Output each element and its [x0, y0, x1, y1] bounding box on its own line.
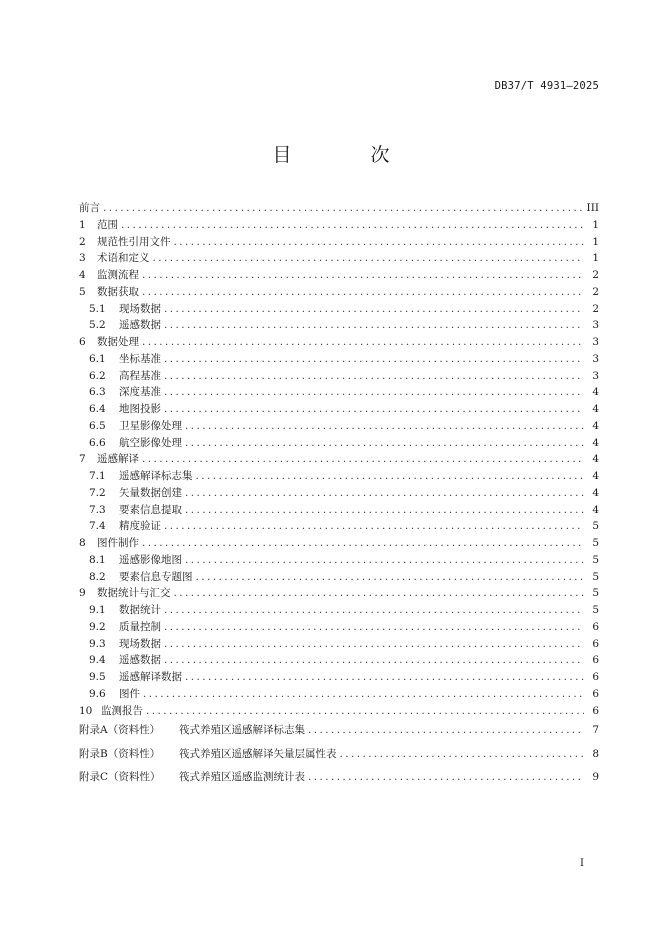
toc-entry-label: 卫星影像处理	[119, 419, 182, 432]
dot-leader	[308, 719, 584, 743]
toc-entry-label: 要素信息提取	[119, 503, 182, 516]
toc-appendix-entry[interactable]	[79, 766, 599, 790]
dot-leader	[164, 351, 584, 368]
toc-entry-page: 6	[592, 671, 599, 683]
toc-entry-label: 数据处理	[97, 336, 139, 348]
appendix-title: 筏式养殖区遥感监测统计表	[179, 771, 305, 784]
toc-entry-number: 8.2	[89, 570, 106, 583]
toc-entry-page: 1	[592, 235, 599, 248]
toc-entry-label: 图件	[119, 687, 140, 700]
toc-entry-number: 9.2	[89, 620, 106, 633]
toc-entry-label: 数据统计与汇交	[97, 587, 171, 600]
toc-entry-page: 4	[592, 486, 599, 499]
toc-entry[interactable]	[79, 284, 599, 301]
toc-entry[interactable]	[79, 703, 599, 720]
toc-entry[interactable]	[79, 435, 599, 452]
toc-entry-page: 2	[592, 302, 599, 315]
toc-entry-number: 9.6	[89, 687, 106, 700]
toc-entry-number: 8	[79, 537, 86, 549]
toc-entry-number: 5.1	[89, 302, 106, 315]
toc-entry-number: 2	[79, 235, 86, 248]
toc-entry-page: 2	[592, 269, 599, 281]
dot-leader	[164, 619, 584, 636]
toc-entry[interactable]	[79, 518, 599, 535]
dot-leader	[142, 334, 584, 351]
appendix-page: 8	[592, 747, 599, 760]
toc-entry-label: 矢量数据创建	[119, 486, 182, 499]
toc-entry[interactable]	[79, 602, 599, 619]
toc-entry[interactable]	[79, 301, 599, 318]
toc-entry-label: 图件制作	[97, 537, 139, 549]
toc-entry-label: 现场数据	[119, 302, 161, 315]
toc-entry-number: 6.3	[89, 386, 106, 399]
toc-entry[interactable]	[79, 351, 599, 368]
appendix-page: 7	[592, 724, 599, 737]
toc-appendix-entry[interactable]	[79, 743, 599, 767]
toc-entry[interactable]	[79, 585, 599, 602]
toc-entry-label: 术语和定义	[97, 252, 150, 265]
toc-entry-page: 3	[592, 352, 599, 365]
toc-entry[interactable]	[79, 317, 599, 334]
dot-leader	[142, 267, 584, 284]
toc-entry[interactable]	[79, 250, 599, 267]
appendix-title: 筏式养殖区遥感解译标志集	[179, 724, 305, 737]
toc-entry[interactable]	[79, 552, 599, 569]
toc-entry-label: 要素信息专题图	[119, 570, 193, 583]
toc-entry-page: 4	[592, 470, 599, 482]
toc-entry-label: 数据统计	[119, 604, 161, 616]
toc-entry-number: 6.4	[89, 403, 106, 415]
toc-entry-number: 6	[79, 336, 86, 348]
toc-entry-label: 遥感解译标志集	[119, 470, 193, 482]
toc-entry-number: 9.3	[89, 637, 106, 650]
toc-entry[interactable]	[79, 217, 599, 234]
dot-leader	[164, 518, 584, 535]
toc-entry-label: 监测流程	[97, 269, 139, 281]
toc-entry-page: 4	[592, 453, 599, 466]
dot-leader	[164, 401, 584, 418]
page-title: 目 次	[272, 144, 420, 166]
dot-leader	[164, 368, 584, 385]
toc-entry-page: 1	[592, 252, 599, 265]
dot-leader	[164, 301, 584, 318]
dot-leader	[185, 669, 584, 686]
toc-entry-number: 7.3	[89, 503, 106, 516]
dot-leader	[153, 250, 585, 267]
toc-entry[interactable]	[79, 267, 599, 284]
dot-leader	[185, 552, 584, 569]
toc-entry-page: 6	[592, 620, 599, 633]
dot-leader	[174, 585, 585, 602]
toc-entry-number: 5	[79, 285, 86, 298]
toc-entry[interactable]	[79, 619, 599, 636]
toc-entry-number: 8.1	[89, 553, 106, 566]
toc-entry-page: 3	[592, 319, 599, 332]
dot-leader	[185, 435, 584, 452]
toc-entry[interactable]	[79, 334, 599, 351]
dot-leader	[185, 418, 584, 435]
toc-entry-number: 9.1	[89, 604, 106, 616]
toc-entry[interactable]	[79, 535, 599, 552]
appendix-page: 9	[592, 771, 599, 784]
toc-entry-label: 现场数据	[119, 637, 161, 650]
table-of-contents	[79, 200, 599, 790]
toc-entry-page: 5	[592, 570, 599, 583]
dot-leader	[142, 451, 584, 468]
toc-entry-label: 前言	[79, 202, 100, 214]
toc-entry-number: 7	[79, 453, 86, 466]
toc-entry-page: 6	[592, 704, 599, 717]
toc-entry-label: 高程基准	[119, 369, 161, 382]
toc-entry-number: 10	[79, 704, 93, 717]
toc-entry-label: 坐标基准	[119, 352, 161, 365]
toc-entry-label: 遥感解译数据	[119, 671, 182, 683]
toc-entry-label: 遥感数据	[119, 654, 161, 667]
toc-entry-label: 质量控制	[119, 620, 161, 633]
toc-entry-label: 精度验证	[119, 520, 161, 533]
appendix-category: 附录C（资料性）	[79, 771, 161, 784]
toc-entry-number: 3	[79, 252, 86, 265]
toc-entry-page: 3	[592, 369, 599, 382]
toc-entry-label: 规范性引用文件	[97, 235, 171, 248]
toc-entry-page: 5	[592, 587, 599, 600]
toc-entry[interactable]	[79, 200, 599, 217]
toc-entry[interactable]	[79, 234, 599, 251]
toc-entry-page: 4	[592, 436, 599, 449]
toc-entry-label: 地图投影	[119, 403, 161, 415]
toc-entry-number: 9	[79, 587, 86, 600]
appendix-category: 附录A（资料性）	[79, 724, 161, 737]
document-code: DB37/T 4931—2025	[494, 80, 599, 92]
toc-entry-label: 遥感解译	[97, 453, 139, 466]
toc-entry-number: 6.5	[89, 419, 106, 432]
toc-entry-label: 遥感影像地图	[119, 553, 182, 566]
toc-entry-page: 4	[592, 419, 599, 432]
appendix-title: 筏式养殖区遥感解译矢量层属性表	[179, 747, 337, 760]
dot-leader	[146, 703, 584, 720]
toc-entry-number: 7.1	[89, 470, 106, 482]
toc-entry-number: 4	[79, 269, 86, 281]
dot-leader	[121, 217, 584, 234]
dot-leader	[196, 468, 585, 485]
toc-entry-label: 遥感数据	[119, 319, 161, 332]
toc-entry-number: 5.2	[89, 319, 106, 332]
toc-entry-page: 3	[592, 336, 599, 348]
toc-entry-page: 4	[592, 386, 599, 399]
toc-entry-page: 2	[592, 285, 599, 298]
dot-leader	[196, 569, 585, 586]
toc-entry[interactable]	[79, 636, 599, 653]
toc-entry[interactable]	[79, 686, 599, 703]
dot-leader	[164, 652, 584, 669]
toc-entry-page: III	[586, 202, 599, 214]
toc-entry-number: 9.5	[89, 671, 106, 683]
dot-leader	[143, 686, 584, 703]
toc-entry-number: 6.6	[89, 436, 106, 449]
toc-entry-page: 5	[592, 537, 599, 549]
toc-entry[interactable]	[79, 451, 599, 468]
toc-entry-number: 7.2	[89, 486, 106, 499]
toc-entry-label: 数据获取	[97, 285, 139, 298]
toc-entry[interactable]	[79, 652, 599, 669]
toc-entry-page: 4	[592, 503, 599, 516]
toc-entry-page: 6	[592, 687, 599, 700]
dot-leader	[164, 384, 584, 401]
toc-entry-label: 监测报告	[101, 704, 143, 717]
toc-entry[interactable]	[79, 384, 599, 401]
dot-leader	[142, 535, 584, 552]
page-number: I	[580, 858, 584, 869]
dot-leader	[340, 743, 585, 767]
toc-entry-number: 7.4	[89, 520, 106, 533]
appendix-category: 附录B（资料性）	[79, 747, 161, 760]
dot-leader	[164, 602, 584, 619]
toc-entry-number: 6.1	[89, 352, 106, 365]
dot-leader	[164, 317, 584, 334]
toc-entry-page: 5	[592, 520, 599, 533]
toc-appendix-entry[interactable]	[79, 719, 599, 743]
toc-entry[interactable]	[79, 485, 599, 502]
toc-entry[interactable]	[79, 401, 599, 418]
toc-entry[interactable]	[79, 368, 599, 385]
toc-entry-label: 范围	[97, 218, 118, 231]
toc-entry-page: 6	[592, 637, 599, 650]
dot-leader	[174, 234, 585, 251]
toc-entry-number: 1	[79, 218, 86, 231]
toc-entry[interactable]	[79, 502, 599, 519]
dot-leader	[308, 766, 584, 790]
dot-leader	[103, 200, 584, 217]
toc-entry-page: 4	[592, 403, 599, 415]
toc-entry[interactable]	[79, 468, 599, 485]
dot-leader	[185, 485, 584, 502]
dot-leader	[164, 636, 584, 653]
toc-entry-number: 9.4	[89, 654, 106, 667]
toc-entry[interactable]	[79, 418, 599, 435]
toc-entry[interactable]	[79, 669, 599, 686]
toc-entry-number: 6.2	[89, 369, 106, 382]
dot-leader	[185, 502, 584, 519]
toc-entry-page: 5	[592, 553, 599, 566]
toc-entry-label: 航空影像处理	[119, 436, 182, 449]
toc-entry-page: 6	[592, 654, 599, 667]
toc-entry[interactable]	[79, 569, 599, 586]
toc-entry-page: 5	[592, 604, 599, 616]
dot-leader	[142, 284, 584, 301]
toc-entry-page: 1	[592, 218, 599, 231]
toc-entry-label: 深度基准	[119, 386, 161, 399]
